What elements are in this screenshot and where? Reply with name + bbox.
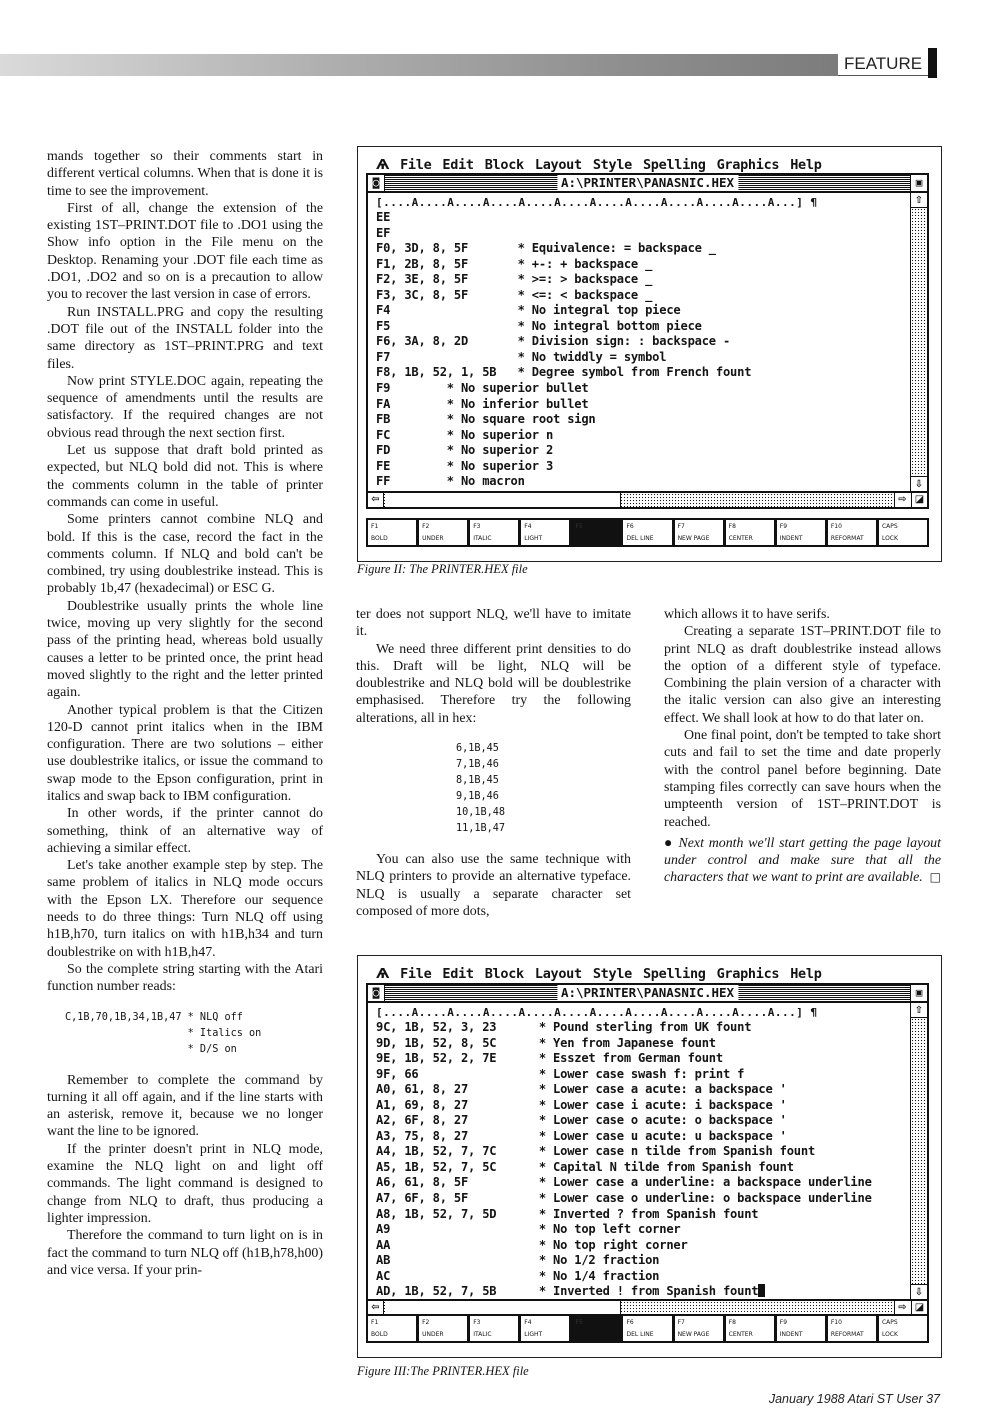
fkey-f7[interactable]: F7 NEW PAGE: [675, 1316, 723, 1341]
function-key-bar: [366, 518, 929, 547]
horizontal-scrollbar[interactable]: [368, 1299, 927, 1315]
fkey-f4[interactable]: F4 LIGHT: [521, 520, 569, 545]
paragraph: You can also use the same technique with NLQ printers to provide an alternative typeface. NLQ is usually a separate character set composed of more dots,: [356, 852, 631, 919]
fkey-f1[interactable]: F1 BOLD: [368, 520, 416, 545]
menu-spelling[interactable]: Spelling: [642, 157, 706, 173]
fkey-f9[interactable]: F9 INDENT: [777, 1316, 825, 1341]
scroll-down-icon[interactable]: ⇩: [911, 1284, 927, 1299]
atari-logo-icon[interactable]: Ѧ: [376, 157, 390, 173]
fkey-f10[interactable]: F10 REFORMAT: [828, 520, 876, 545]
fkey-f2[interactable]: F2 UNDER: [419, 1316, 467, 1341]
scroll-left-icon[interactable]: ⇦: [368, 1301, 384, 1315]
fkey-f9[interactable]: F9 INDENT: [777, 520, 825, 545]
header-block: [928, 48, 937, 78]
code-listing: C,1B,70,1B,34,1B,47 * NLQ off * Italics on * D/S on: [65, 1011, 262, 1055]
fkey-f10[interactable]: F10 REFORMAT: [828, 1316, 876, 1341]
vertical-scrollbar[interactable]: [910, 193, 927, 491]
end-mark-icon: □: [929, 870, 941, 885]
paragraph: In other words, if the printer cannot do something, think of an alternative way of achieving a similar effect.: [47, 806, 323, 856]
menu-help[interactable]: Help: [790, 157, 822, 173]
fkey-caps[interactable]: CAPS LOCK: [879, 520, 927, 545]
function-key-bar: [366, 1314, 929, 1343]
menu-block[interactable]: Block: [484, 157, 524, 173]
atari-logo-icon[interactable]: Ѧ: [376, 966, 390, 982]
paragraph: One final point, don't be tempted to take short cuts and fail to set the time and date properly with the control panel before beginning. Date stamping files correctly can save hours when the umpteenth version of 1ST–PRINT.DOT is reached.: [664, 728, 941, 830]
fkey-f8[interactable]: F8 CENTER: [726, 1316, 774, 1341]
paragraph: So the complete string starting with the Atari function number reads:: [47, 961, 323, 995]
paragraph: Run INSTALL.PRG and copy the resulting .DOT file out of the INSTALL folder into the same directory as 1ST–PRINT.PRG and text files.: [47, 304, 323, 372]
fkey-f2[interactable]: F2 UNDER: [419, 520, 467, 545]
menu-spelling[interactable]: Spelling: [642, 966, 706, 982]
figure-screenshot: [357, 955, 942, 1358]
column-middle: [356, 606, 631, 920]
next-month-text: Next month we'll start getting the page layout under control and make sure that all the characters that we want to print are available.: [664, 835, 941, 886]
size-box-icon[interactable]: ◪: [911, 493, 927, 507]
fkey-f4[interactable]: F4 LIGHT: [521, 1316, 569, 1341]
fkey-f3[interactable]: F3 ITALIC: [470, 1316, 518, 1341]
code-listing: 6,1B,45 7,1B,46 8,1B,45 9,1B,46 10,1B,48 11,1B,47: [456, 743, 506, 835]
menu-style[interactable]: Style: [592, 966, 632, 982]
figure-screenshot: [357, 146, 942, 562]
column-left: [47, 148, 323, 1279]
editor-text[interactable]: [376, 1020, 872, 1300]
paragraph: Now print STYLE.DOC again, repeating the sequence of amendments until the results are satisfactory. If the required changes are not obvious read through the next section first.: [47, 373, 323, 441]
paragraph: ter does not support NLQ, we'll have to imitate it.: [356, 607, 631, 640]
fkey-f6[interactable]: F6 DEL LINE: [623, 1316, 671, 1341]
window-title: A:\PRINTER\PANASNIC.HEX: [557, 175, 738, 191]
next-month-note: [664, 835, 941, 887]
ruler: [....A....A....A....A....A....A....A....A....A....A....A...] ¶: [376, 196, 818, 209]
window-title-bar[interactable]: [368, 175, 927, 193]
menu-layout[interactable]: Layout: [534, 966, 582, 982]
scroll-down-icon[interactable]: ⇩: [911, 476, 927, 491]
fkey-f6[interactable]: F6 DEL LINE: [623, 520, 671, 545]
paragraph: Creating a separate 1ST–PRINT.DOT file to print NLQ as draft doublestrike instead allows the option of a different style of typeface. Combining the plain version of a character with the italic version can also give an interesting effect. We shall look at how to do that later on.: [664, 624, 941, 726]
window-title: A:\PRINTER\PANASNIC.HEX: [557, 985, 738, 1001]
paragraph: Doublestrike usually prints the whole line twice, moving up very slightly for the second pass of the printing head, whereas bold usually causes a letter to be printed once, the print head moved slightly to the right and the letter printed again.: [47, 598, 323, 701]
paragraph: Let's take another example step by step. The same problem of italics in NLQ mode occurs with the Epson LX. Therefore our sequence needs to do three things: Turn NLQ off using h1B,h70, turn italics on with h1B,h34 and turn doublestrike on with h1B,h47.: [47, 858, 323, 960]
vertical-scrollbar[interactable]: [910, 1003, 927, 1299]
window-title-bar[interactable]: [368, 985, 927, 1003]
scroll-right-icon[interactable]: ⇨: [894, 1301, 910, 1315]
page-footer: January 1988 Atari ST User 37: [768, 1392, 940, 1406]
size-box-icon[interactable]: ◪: [911, 1301, 927, 1315]
bullet-icon: ●: [664, 835, 674, 851]
menu-bar: [376, 966, 833, 982]
ruler: [....A....A....A....A....A....A....A....A....A....A....A...] ¶: [376, 1006, 818, 1019]
paragraph: First of all, change the extension of the existing 1ST–PRINT.DOT file to .DO1 using the Show info option in the File menu on the Desktop. Renaming your .DOT file each time as .DO1, .DO2 and so on is a precaution to allow you to recover the last version in case of errors.: [47, 200, 323, 303]
header-bar: [0, 54, 838, 76]
column-right: [664, 606, 941, 887]
menu-edit[interactable]: Edit: [442, 966, 474, 982]
menu-style[interactable]: Style: [592, 157, 632, 173]
menu-help[interactable]: Help: [790, 966, 822, 982]
full-box-icon[interactable]: ▣: [910, 175, 927, 191]
menu-layout[interactable]: Layout: [534, 157, 582, 173]
paragraph: We need three different print densities to do this. Draft will be light, NLQ will be doublestrike and NLQ bold will be doublestrike emphasised. Therefore try the following alterations, all in hex:: [356, 641, 631, 726]
fkey-f3[interactable]: F3 ITALIC: [470, 520, 518, 545]
scroll-thumb[interactable]: [385, 493, 621, 507]
paragraph: Some printers cannot combine NLQ and bold. If this is the case, record the fact in the comments column. If NLQ and bold can't be combined, try using doublestrike instead. This is probably 1b,47 (hexadecimal) or ESC G.: [47, 512, 323, 597]
menu-file[interactable]: File: [400, 966, 432, 982]
editor-text[interactable]: EE EF F0, 3D, 8, 5F * Equivalence: = backspace _ F1, 2B, 8, 5F * +-: + backspace _ F2, 3E, 8, 5F * >=: > backspace _ F3, 3C, 8, 5F * <=: < backspace _ F4 * No integral top piece F5 * No integral bottom piece F6, 3A, 8, 2D * Division sign: : backspace - F7 * No twiddly = symbol F8, 1B, 52, 1, 5B * Degree symbol from French fount F9 * No superior bullet FA * No inferior bullet FB * No square root sign FC * No superior n FD * No superior 2 FE * No superior 3 FF * No macron: [376, 210, 752, 489]
fkey-f1[interactable]: F1 BOLD: [368, 1316, 416, 1341]
scroll-up-icon[interactable]: ⇧: [911, 1003, 927, 1018]
scroll-up-icon[interactable]: ⇧: [911, 193, 927, 208]
paragraph: which allows it to have serifs.: [664, 607, 830, 622]
horizontal-scrollbar[interactable]: [368, 491, 927, 507]
scroll-thumb[interactable]: [385, 1301, 621, 1315]
figure-caption: Figure II: The PRINTER.HEX file: [357, 562, 528, 576]
text-cursor: [758, 1284, 765, 1297]
paragraph: mands together so their comments start in different vertical columns. When that is done it is time to see the improvement.: [47, 149, 323, 199]
menu-graphics[interactable]: Graphics: [716, 966, 780, 982]
menu-file[interactable]: File: [400, 157, 432, 173]
fkey-caps[interactable]: CAPS LOCK: [879, 1316, 927, 1341]
paragraph: If the printer doesn't print in NLQ mode, examine the NLQ light on and light off commands. The light command is designed to change from NLQ to draft, thus producing a lighter impression.: [47, 1141, 323, 1226]
section-label: FEATURE: [838, 52, 928, 76]
fkey-f7[interactable]: F7 NEW PAGE: [675, 520, 723, 545]
document-window: [366, 173, 929, 509]
menu-edit[interactable]: Edit: [442, 157, 474, 173]
paragraph: Another typical problem is that the Citizen 120-D cannot print italics when in the IBM configuration. There are two solutions – either use doublestrike italics, or issue the command to swap mode to the Epson configuration, print in italics and swap back to IBM configuration.: [47, 702, 323, 804]
figure-caption: Figure III:The PRINTER.HEX file: [357, 1364, 529, 1378]
full-box-icon[interactable]: ▣: [910, 985, 927, 1001]
scroll-right-icon[interactable]: ⇨: [894, 493, 910, 507]
close-box-icon[interactable]: ◙: [368, 175, 385, 191]
document-window: [366, 983, 929, 1317]
fkey-f5[interactable]: F5: [572, 520, 620, 545]
menu-bar: [376, 157, 833, 173]
menu-graphics[interactable]: Graphics: [716, 157, 780, 173]
editor-lines: 9C, 1B, 52, 3, 23 * Pound sterling from UK fount 9D, 1B, 52, 8, 5C * Yen from Japanese fount 9E, 1B, 52, 2, 7E * Esszet from German fount 9F, 66 * Lower case swash f: print f A0, 61, 8, 27 * Lower case a acute: a backspace ' A1, 69, 8, 27 * Lower case i acute: i backspace ' A2, 6F, 8, 27 * Lower case o acute: o backspace ' A3, 75, 8, 27 * Lower case u acute: u backspace ' A4, 1B, 52, 7, 7C * Lower case n tilde from Spanish fount A5, 1B, 52, 7, 5C * Capital N tilde from Spanish fount A6, 61, 8, 5F * Lower case a underline: a backspace underline A7, 6F, 8, 5F * Lower case o underline: o backspace underline A8, 1B, 52, 7, 5D * Inverted ? from Spanish fount A9 * No top left corner AA * No top right corner AB * No 1/2 fraction AC * No 1/4 fraction AD, 1B, 52, 7, 5B * Inverted ! from Spanish fount: [376, 1020, 872, 1299]
menu-block[interactable]: Block: [484, 966, 524, 982]
paragraph: Let us suppose that draft bold printed as expected, but NLQ bold did not. This is where the comments column in the table of printer commands can come in useful.: [47, 443, 323, 510]
paragraph: Therefore the command to turn light on is in fact the command to turn NLQ off (h1B,h78,h00) and vice versa. If your prin-: [47, 1228, 323, 1278]
fkey-f8[interactable]: F8 CENTER: [726, 520, 774, 545]
paragraph: Remember to complete the command by turning it all off again, and if the line starts with an asterisk, remove it, because we no longer want the line to be ignored.: [47, 1072, 323, 1140]
fkey-f5[interactable]: F5: [572, 1316, 620, 1341]
scroll-left-icon[interactable]: ⇦: [368, 493, 384, 507]
close-box-icon[interactable]: ◙: [368, 985, 385, 1001]
